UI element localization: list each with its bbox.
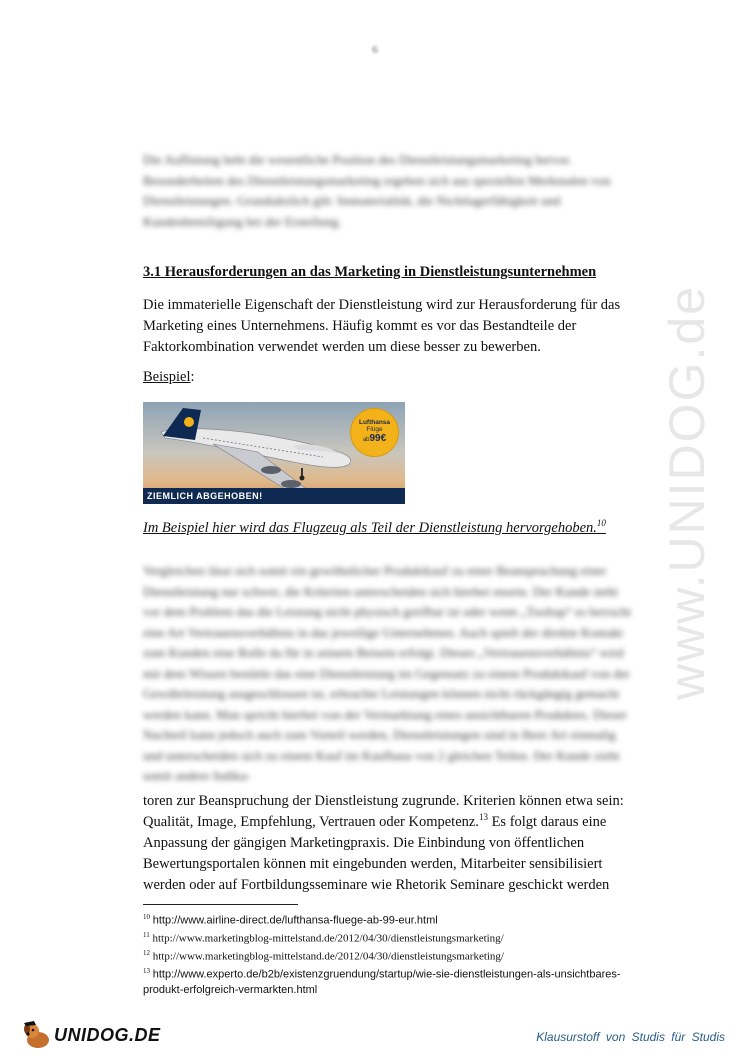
logo-text: UNIDOG.DE bbox=[54, 1024, 161, 1045]
body-paragraph-2-blurred: Vergleichen lässt sich somit ein gewöhnlicher Produktkauf zu einer Beanspruchung einer Dienstleistung nur schwer, die Kriterien unterscheiden sich hierbei enorm. Der Kunde steht vor dem Problem das die Leistung nicht physisch greifbar ist oder wenn „Tooltap“ es herrscht eine Art Vertrauensverhältnis in das jeweilige Unternehmen. Auch spielt der direkte Kontakt zum Kunden eine Rolle da für in seinem Beisein erfolgt. Dieses „Vertrauensverhältnis“ wird mit dem Wissen bestärkt das eine Dienstleistung im Gegensatz zu einem Produktkauf von der Gewährleistung ausgeschlossen ist, erbrachte Leistungen können nicht rückgängig gemacht werden kann. Man spricht hierbei von der Vermarktung eines unsichtbaren Produktes. Dieser Nachteil kann jedoch auch zum Vorteil werden, Dienstleistungen sind in Ihrer Art einmalig und unterscheiden sich zu einem Kauf im Kaufhaus von 2 gleichen Teilen. Der Kunde zieht somit andere Indika- bbox=[143, 563, 631, 783]
example-label-colon: : bbox=[190, 369, 195, 385]
footnote-ref: 12 bbox=[143, 949, 150, 958]
footer-tagline: Klausurstoff von Studis für Studis bbox=[536, 1030, 725, 1044]
footnotes bbox=[143, 910, 623, 997]
body-paragraph-1: Die immaterielle Eigenschaft der Dienstleistung wird zur Herausforderung für das Marketing eines Unternehmens. Häufig kommt es vor das Bestandteile der Faktorkombination verwendet werden um diese besser zu bewerben. bbox=[143, 297, 621, 355]
image-caption bbox=[143, 518, 643, 537]
footnote-link[interactable]: http://www.marketingblog-mittelstand.de/2012/04/30/dienstleistungsmarketing/ bbox=[152, 932, 504, 945]
badge-price-value: 99€ bbox=[369, 433, 387, 444]
badge-prefix: ab bbox=[362, 437, 370, 443]
intro-paragraph-blurred: Die Auflistung hebt die wesentliche Position des Dienstleistungsmarketing hervor. Besonderheiten des Dienstleistungsmarketing ergeben sich aus speziellen Merkmalen von Dienstleistungen. Grundsätzlich gilt: Immaterialität, die Nichtlagerfähigkeit und Kundenbeteiligung bei der Erstellung. bbox=[143, 152, 611, 229]
body-paragraph-2-part-a: toren zur Beanspruchung der Dienstleistung zugrunde. Kriterien können etwa sein: Qualität, Image, Empfehlung, Vertrauen oder Kompetenz. bbox=[143, 793, 624, 830]
caption-text: Im Beispiel hier wird das Flugzeug als Teil der Dienstleistung hervorgehoben. bbox=[143, 519, 597, 536]
unidog-logo[interactable] bbox=[22, 1018, 161, 1052]
footnote-ref: 13 bbox=[143, 967, 150, 976]
footnote-10 bbox=[143, 910, 623, 928]
footnote-12 bbox=[143, 946, 623, 964]
footnote-link[interactable]: http://www.airline-direct.de/lufthansa-fluege-ab-99-eur.html bbox=[152, 914, 438, 927]
lufthansa-ad-image bbox=[143, 402, 405, 504]
footnote-ref: 10 bbox=[143, 913, 150, 921]
ad-banner: ZIEMLICH ABGEHOBEN! bbox=[143, 488, 405, 504]
page-number: 6 bbox=[372, 44, 378, 56]
dog-icon bbox=[22, 1020, 52, 1050]
footnote-link[interactable]: http://www.marketingblog-mittelstand.de/2012/04/30/dienstleistungsmarketing/ bbox=[152, 950, 504, 963]
body-paragraph-2 bbox=[143, 791, 643, 896]
caption-footnote-ref: 10 bbox=[596, 518, 606, 528]
badge-line1: Lufthansa bbox=[358, 419, 391, 426]
badge-price bbox=[363, 433, 386, 446]
body-paragraph-2-part-b: Es folgt daraus eine Anpassung der gängigen Marketingpraxis. Die Einbindung von öffentlichen Bewertungsportalen können mit eingebunden werden, Mitarbeiter sensibilisiert werden oder auf Fortbildungsseminare wie Rhetorik Seminare geschickt werden bbox=[143, 814, 610, 893]
body-footnote-ref: 13 bbox=[478, 812, 488, 823]
section-heading: 3.1 Herausforderungen an das Marketing in Dienstleistungsunternehmen bbox=[143, 264, 597, 280]
example-label-text: Beispiel bbox=[143, 369, 191, 385]
footnote-divider bbox=[143, 904, 298, 905]
example-label bbox=[143, 369, 195, 386]
footnote-link[interactable]: http://www.experto.de/b2b/existenzgruendung/startup/wie-sie-dienstleistungen-als-unsichtbares-produkt-erfolgreich-vermarkten.html bbox=[143, 969, 621, 996]
footnote-13 bbox=[143, 964, 623, 997]
badge-line2: Flüge bbox=[366, 426, 383, 433]
watermark: www.UNIDOG.de bbox=[659, 285, 715, 700]
footnote-ref: 11 bbox=[143, 931, 150, 940]
footnote-11 bbox=[143, 928, 623, 946]
price-badge bbox=[350, 408, 399, 457]
